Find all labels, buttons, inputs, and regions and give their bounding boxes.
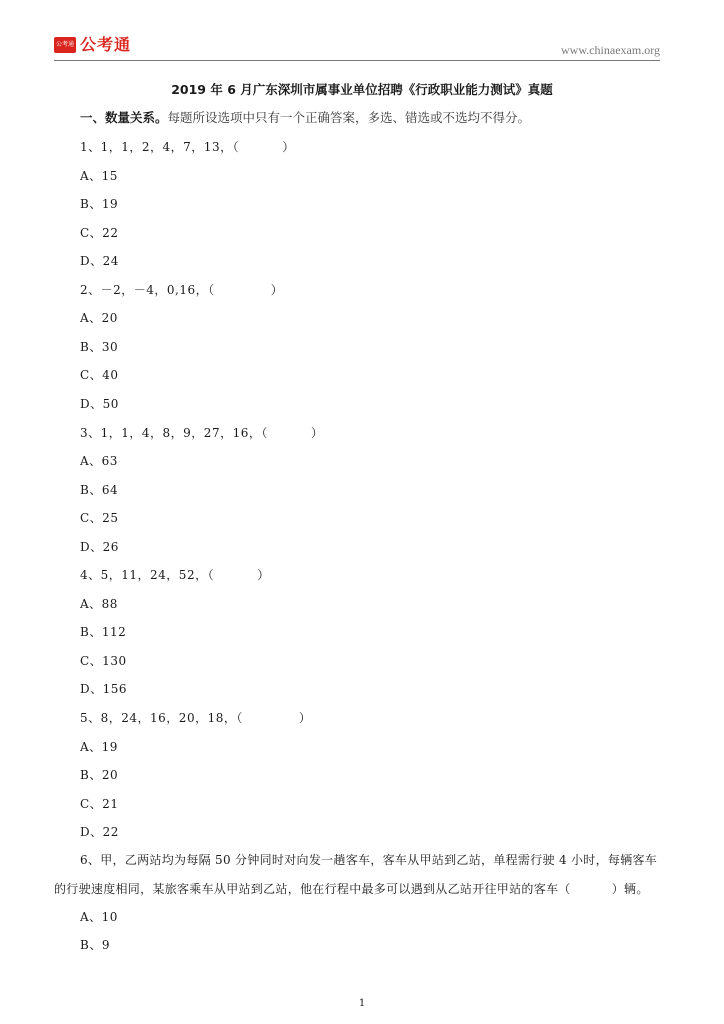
- question-line: 4、5，11，24，52，（ ）: [80, 568, 270, 582]
- logo[interactable]: [54, 36, 131, 54]
- question-line: C、22: [80, 226, 119, 240]
- question-line: D、24: [80, 254, 119, 268]
- question-line: D、26: [80, 540, 119, 554]
- question-line: A、88: [80, 597, 118, 611]
- question-line: A、19: [80, 740, 118, 754]
- logo-text: 公考通: [80, 35, 132, 54]
- question-line: B、20: [80, 768, 119, 782]
- header-divider: [54, 60, 660, 61]
- question-line: B、30: [80, 340, 119, 354]
- document-title: 2019 年 6 月广东深圳市属事业单位招聘《行政职业能力测试》真题: [171, 82, 553, 97]
- section-description: 每题所设选项中只有一个正确答案，多选、错选或不选均不得分。: [167, 110, 531, 125]
- question-line: C、21: [80, 797, 119, 811]
- question-line: 2、－2，－4，0,16，（ ）: [80, 283, 284, 297]
- question-line: D、22: [80, 825, 119, 839]
- question-line: D、50: [80, 397, 119, 411]
- question-line: A、63: [80, 454, 118, 468]
- question-line: B、64: [80, 483, 119, 497]
- question-line: D、156: [80, 682, 128, 696]
- question-line: A、15: [80, 169, 118, 183]
- question-line: A、20: [80, 311, 118, 325]
- section-heading: 一、数量关系。: [80, 110, 168, 125]
- question-line: 3、1，1，4，8，9，27，16，（ ）: [80, 426, 324, 440]
- question-line: 5、8，24，16，20，18，（ ）: [80, 711, 312, 725]
- question-line: C、25: [80, 511, 119, 525]
- page-number: 1: [358, 998, 366, 1009]
- question-line: 1、1，1，2，4，7，13，（ ）: [80, 140, 295, 154]
- question-line: C、130: [80, 654, 127, 668]
- question-line: B、19: [80, 197, 119, 211]
- question-6-line-2: 的行驶速度相同，某旅客乘车从甲站到乙站，他在行程中最多可以遇到从乙站开往甲站的客车（ ）辆。: [54, 882, 649, 896]
- question-line: B、112: [80, 625, 127, 639]
- section-intro: [80, 108, 530, 126]
- logo-badge-icon: 公考通: [54, 37, 76, 53]
- question-6-line-1: 6、甲，乙两站均为每隔 50 分钟同时对向发一趟客车，客车从甲站到乙站，单程需行驶 4 小时，每辆客车: [80, 853, 658, 867]
- page-header: [54, 34, 660, 60]
- question-line: C、40: [80, 368, 119, 382]
- question-6-option-b: B、9: [80, 938, 110, 952]
- site-url[interactable]: www.chinaexam.org: [561, 43, 660, 57]
- question-6-option-a: A、10: [80, 910, 118, 924]
